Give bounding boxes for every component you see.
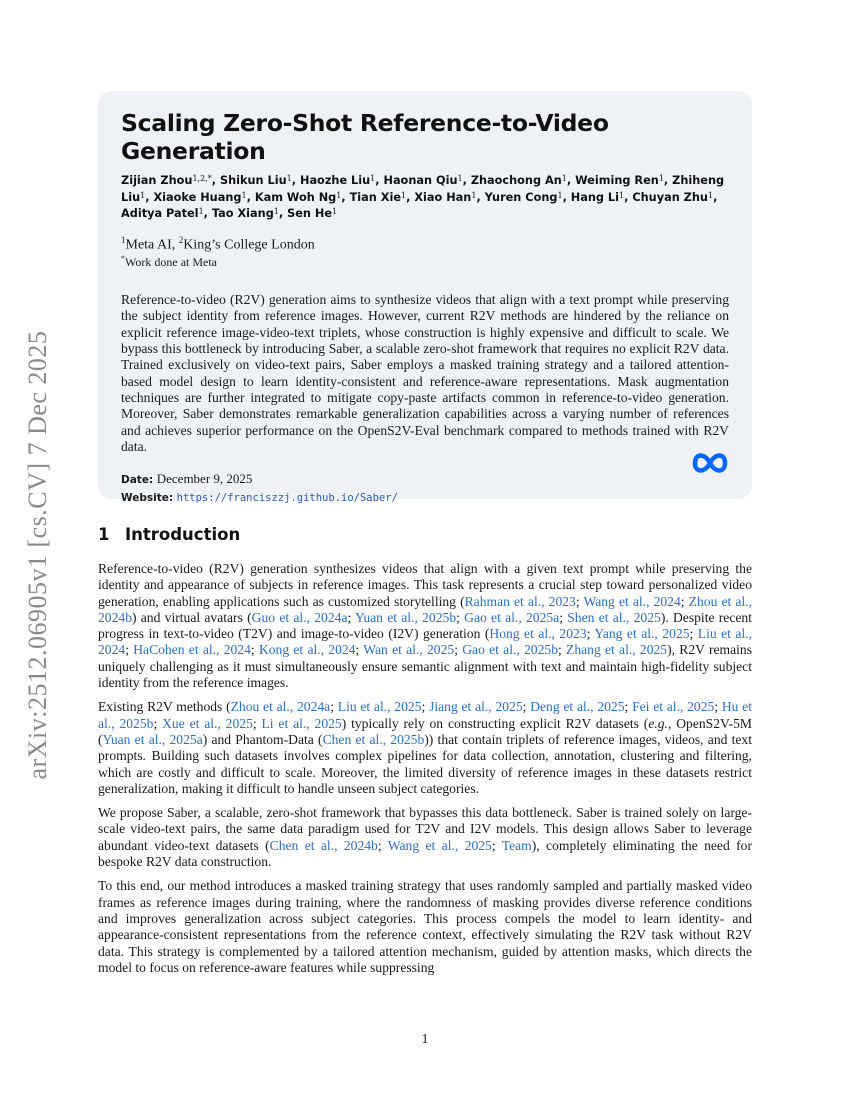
meta-infinity-logo-icon	[690, 449, 730, 477]
citation-link[interactable]: Chen et al., 2024b	[269, 837, 378, 853]
abstract: Reference-to-video (R2V) generation aims to synthesize videos that align with a text prompt while preserving the subject identity from reference images. However, current R2V methods are hindered by the reliance on explicit reference image-video-text triplets, whose construction is highly expensive and difficult to scale. We bypass this bottleneck by introducing Saber, a scalable zero-shot framework that requires no explicit R2V data. Trained exclusively on video-text pairs, Saber employs a masked training strategy and a tailored attention-based model design to learn identity-consistent and reference-aware representations. Mask augmentation techniques are further integrated to mitigate copy-paste artifacts common in reference-to-video generation. Moreover, Saber demonstrates remarkable generalization capabilities across a varying number of references and achieves superior performance on the OpenS2V-Eval benchmark compared to methods trained with R2V data.	[121, 292, 729, 454]
citation-link[interactable]: Yang et al., 2025	[594, 626, 690, 642]
citation-link[interactable]: Yuan et al., 2025b	[355, 609, 457, 625]
citation-link[interactable]: Fei et al., 2025	[632, 699, 715, 715]
section-heading: 1 Introduction	[98, 525, 241, 544]
author-name: Chuyan Zhu	[632, 190, 708, 204]
citation-link[interactable]: Rahman et al., 2023	[464, 593, 576, 609]
website-link[interactable]: https://franciszzj.github.io/Saber/	[176, 492, 398, 505]
affiliation: Meta AI	[125, 237, 172, 253]
author-name: Zijian Zhou	[121, 174, 193, 187]
page-number: 1	[421, 1031, 429, 1046]
citation-link[interactable]: Xue et al., 2025	[162, 715, 253, 731]
author-name: Weiming Ren	[575, 174, 659, 187]
author-name: Tao Xiang	[211, 207, 274, 220]
affiliation: King’s College London	[183, 237, 315, 253]
author-name: Haonan Qiu	[383, 174, 458, 187]
citation-link[interactable]: Liu et al., 2024	[98, 626, 753, 658]
citation-link[interactable]: Li et al., 2025	[261, 715, 342, 731]
body-paragraph: Reference-to-video (R2V) generation synthesizes videos that align with a given text prompt while preserving the identity and appearance of subjects in reference images. This task represents a crucial step toward personalized video generation, enabling applications such as customized storytelling (Rahman et al., 2023; Wang et al., 2024; Zhou et al., 2024b) and virtual avatars (Guo et al., 2024a; Yuan et al., 2025b; Gao et al., 2025a; Shen et al., 2025). Despite recent progress in text-to-video (T2V) and image-to-video (I2V) generation (Hong et al., 2023; Yang et al., 2025; Liu et al., 2024; HaCohen et al., 2024; Kong et al., 2024; Wan et al., 2025; Gao et al., 2025b; Zhang et al., 2025), R2V remains uniquely challenging as it must simultaneously ensure semantic alignment with text and maintain high-fidelity subject identity from the reference images.	[98, 561, 753, 691]
author-name: Kam Woh Ng	[254, 190, 337, 204]
citation-link[interactable]: Gao et al., 2025a	[464, 609, 560, 625]
affiliations: $^1$Meta AI, $^2$King’s College London	[121, 234, 315, 253]
citation-link[interactable]: Gao et al., 2025b	[462, 642, 558, 658]
author-list: Zijian Zhou$^{1,2,*}$, Shikun Liu$^1$, Haozhe Liu$^1$, Haonan Qiu$^1$, Zhaochong An$^1$, Weiming Ren$^1$, Zhiheng Liu$^1$, Xiaoke Huang$^1$, Kam Woh Ng$^1$, Tian Xie$^1$, Xiao Han$^1$, Yuren Cong$^1$, Hang Li$^1$, Chuyan Zhu$^1$, Aditya Patel$^1$, Tao Xiang$^1$, Sen He$^1$	[121, 174, 725, 220]
date-row: Date: December 9, 2025	[121, 471, 253, 487]
citation-link[interactable]: Shen et al., 2025	[567, 609, 661, 625]
author-name: Yuren Cong	[484, 190, 558, 204]
citation-link[interactable]: Kong et al., 2024	[258, 642, 356, 658]
author-name: Sen He	[287, 207, 333, 220]
title-card	[98, 91, 752, 505]
author-name: Zhiheng Liu	[121, 174, 725, 204]
citation-link[interactable]: Guo et al., 2024a	[251, 609, 348, 625]
citation-link[interactable]: Zhou et al., 2024a	[230, 699, 331, 715]
author-name: Tian Xie	[349, 190, 401, 204]
citation-link[interactable]: Jiang et al., 2025	[429, 699, 523, 715]
body-paragraph: We propose Saber, a scalable, zero-shot framework that bypasses this data bottleneck. Saber is trained solely on large-scale video-text pairs, the same data paradigm used for T2V and I2V models. This design allows Saber to leverage abundant video-text datasets (Chen et al., 2024b; Wang et al., 2025; Team), completely eliminating the need for bespoke R2V data construction.	[98, 805, 752, 870]
author-name: Aditya Patel	[121, 207, 199, 220]
author-name: Zhaochong An	[470, 174, 562, 187]
citation-link[interactable]: HaCohen et al., 2024	[133, 642, 251, 658]
arxiv-identifier: arXiv:2512.06905v1 [cs.CV] 7 Dec 2025	[23, 330, 52, 780]
author-name: Xiaoke Huang	[153, 190, 242, 204]
website-row: Website: https://franciszzj.github.io/Saber/	[121, 492, 398, 505]
citation-link[interactable]: Zhang et al., 2025	[566, 642, 668, 658]
paper-meta	[121, 470, 729, 507]
footnote-note: *Work done at Meta	[121, 254, 218, 270]
citation-link[interactable]: Wang et al., 2024	[583, 593, 681, 609]
citation-link[interactable]: Yuan et al., 2025a	[102, 731, 203, 747]
citation-link[interactable]: Deng et al., 2025	[530, 699, 625, 715]
body-paragraph: Existing R2V methods (Zhou et al., 2024a; Liu et al., 2025; Jiang et al., 2025; Deng et al., 2025; Fei et al., 2025; Hu et al., 2025b; Xue et al., 2025; Li et al., 2025) typically rely on constructing explicit R2V datasets (e.g., OpenS2V-5M (Yuan et al., 2025a) and Phantom-Data (Chen et al., 2025b)) that contain triplets of reference images, videos, and text prompts. Building such datasets involves complex pipelines for data collection, annotation, clustering and filtering, which are costly and difficult to scale. Moreover, the limited diversity of reference images in these datasets restrict generalization, making it difficult to handle unseen subject categories.	[98, 699, 753, 796]
author-name: Xiao Han	[414, 190, 472, 204]
author-name: Shikun Liu	[219, 174, 287, 187]
citation-link[interactable]: Zhou et al., 2024b	[98, 593, 752, 625]
citation-link[interactable]: Wang et al., 2025	[387, 837, 492, 853]
paper-title: Scaling Zero-Shot Reference-to-Video Generation	[121, 109, 609, 165]
citation-link[interactable]: Chen et al., 2025b	[322, 731, 425, 747]
citation-link[interactable]: Wan et al., 2025	[363, 642, 455, 658]
citation-link[interactable]: Team	[501, 837, 532, 853]
citation-link[interactable]: Hu et al., 2025b	[98, 699, 753, 731]
arxiv-sidebar	[14, 320, 62, 790]
body-paragraph: To this end, our method introduces a masked training strategy that uses randomly sampled and partially masked video frames as reference images during training, where the randomness of masking provides diverse reference conditions and improves generalization across subject categories. This process compels the model to learn identity- and appearance-consistent representations from the reference context, effectively simulating the R2V task without R2V data. This strategy is complemented by a tailored attention mechanism, guided by attention masks, which directs the model to focus on reference-aware features while suppressing	[98, 878, 752, 975]
author-name: Haozhe Liu	[299, 174, 371, 187]
body-text	[98, 561, 752, 984]
author-name: Hang Li	[570, 190, 620, 204]
citation-link[interactable]: Liu et al., 2025	[337, 699, 422, 715]
citation-link[interactable]: Hong et al., 2023	[489, 626, 587, 642]
